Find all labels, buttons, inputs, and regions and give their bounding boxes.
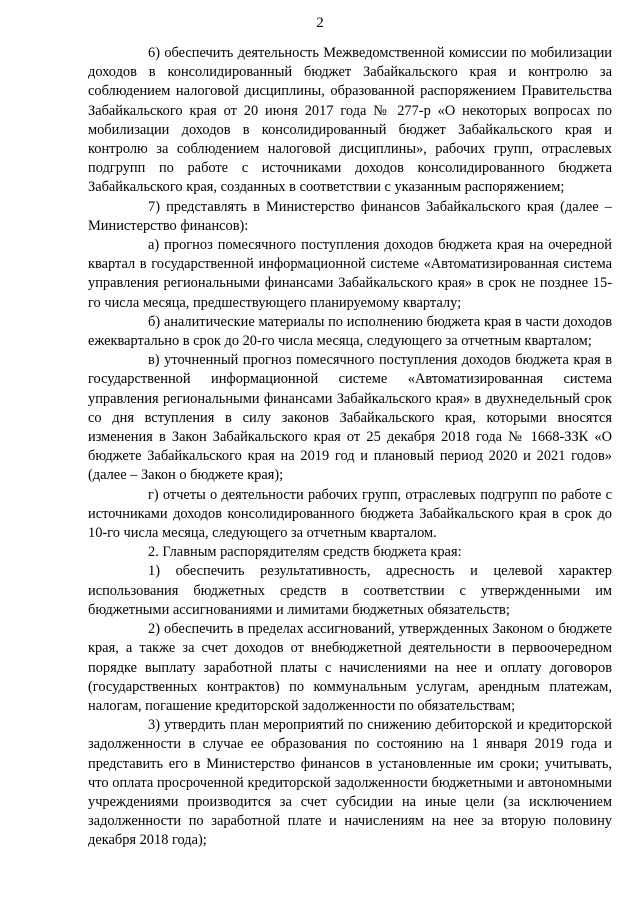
paragraph-item-2: 2) обеспечить в пределах ассигнований, утвержденных Законом о бюджете края, а также за счет доходов от внебюджетной деятельности в первоочередном порядке выплату заработной платы с начислениями на нее и оплату договоров (государственных контрактов) по коммунальным услугам, арендным платежам, налогам, погашение кредиторской задолженности по обязательствам; (88, 621, 612, 714)
paragraph-subitem-v: в) уточненный прогноз помесячного поступления доходов бюджета края в государственной информационной системе «Автоматизированная система управления региональными финансами Забайкальского края» в двухнедельный срок со дня вступления в силу законов Забайкальского края, которыми вносятся изменения в Закон Забайкальского края от 25 декабря 2018 года № 1668-ЗЗК «О бюджете Забайкальского края на 2019 год и плановый период 2020 и 2021 годов» (далее – Закон о бюджете края); (88, 352, 612, 484)
page-number: 2 (316, 15, 324, 31)
paragraph-item-3: 3) утвердить план мероприятий по снижению дебиторской и кредиторской задолженности в случае ее образования по состоянию на 1 января 2019 года и представить его в Министерство финансов в установленные им сроки; учитывать, что оплата просроченной кредиторской задолженности бюджетными и автономными учреждениями производится за счет субсидии на иные цели (за исключением задолженности по заработной плате и начислениям на нее за вторую половину декабря 2018 года); (88, 717, 612, 849)
paragraph-item-1: 1) обеспечить результативность, адресность и целевой характер использования бюджетных средств в соответствии с утвержденными им бюджетными ассигнованиями и лимитами бюджетных обязательств; (88, 563, 612, 618)
paragraph-subitem-a: а) прогноз помесячного поступления доходов бюджета края на очередной квартал в государственной информационной системе «Автоматизированная система управления региональными финансами Забайкальского края» в срок не позднее 15-го числа месяца, предшествующего планируемому кварталу; (88, 237, 612, 311)
paragraph-subitem-b: б) аналитические материалы по исполнению бюджета края в части доходов ежеквартально в срок до 20-го числа месяца, следующего за отчетным кварталом; (88, 313, 612, 350)
paragraph-item-7: 7) представлять в Министерство финансов Забайкальского края (далее – Министерство финансов): (88, 198, 612, 234)
paragraph-item-6: 6) обеспечить деятельность Межведомственной комиссии по мобилизации доходов в консолидированный бюджет Забайкальского края и контролю за соблюдением налоговой дисциплины, образованной распоряжением Правительства Забайкальского края от 20 июня 2017 года № 277-р «О некоторых вопросах по мобилизации доходов в консолидированный бюджет Забайкальского края и контролю за соблюдением налоговой дисциплины», рабочих групп, отраслевых подгрупп по работе с источниками доходов консолидированного бюджета Забайкальского края, созданных в соответствии с указанным распоряжением; (88, 45, 612, 196)
section-2-heading: 2. Главным распорядителям средств бюджета края: (148, 544, 462, 561)
paragraph-subitem-g: г) отчеты о деятельности рабочих групп, отраслевых подгрупп по работе с источниками доходов консолидированного бюджета Забайкальского края в срок до 10-го числа месяца, следующего за отчетным кварталом. (88, 486, 612, 542)
document-body (88, 44, 612, 851)
